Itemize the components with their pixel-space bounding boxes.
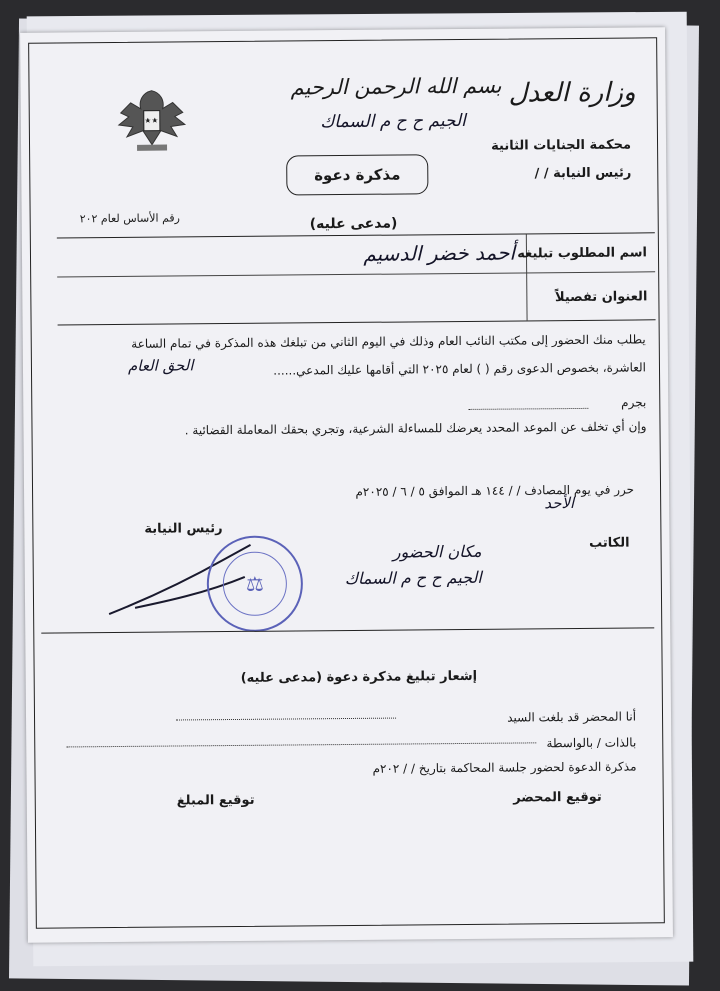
name-label: اسم المطلوب تبليغه bbox=[517, 245, 648, 262]
official-stamp bbox=[206, 535, 303, 632]
bailiff-line: أنا المحضر قد بلغت السيد bbox=[507, 709, 637, 725]
plaintiff-handwritten: الحق العام bbox=[127, 356, 194, 375]
state-emblem-icon bbox=[113, 86, 192, 157]
head-of-prosecution-label: رئيس النيابة bbox=[144, 521, 223, 537]
ministry-header: وزارة العدل bbox=[508, 77, 636, 109]
party-type: (مدعى عليه) bbox=[309, 215, 398, 233]
recipient-table bbox=[57, 232, 656, 325]
charge-blank bbox=[468, 398, 588, 410]
summons-text-line-1: يطلب منك الحضور إلى مكتب النائب العام وذلك في اليوم الثاني من تبلغك هذه المذكرة في تمام الساعة bbox=[131, 332, 646, 351]
notice-title: إشعار تبليغ مذكرة دعوة (مدعى عليه) bbox=[240, 668, 478, 686]
dating-line: حرر في يوم المصادف / / ١٤٤ هـ الموافق ٥ / ٦ / ٢٠٢٥م bbox=[355, 482, 635, 499]
summons-text-line-2: العاشرة، بخصوص الدعوى رقم ( ) لعام ٢٠٢٥ التي أقامها عليك المدعي...... bbox=[273, 360, 647, 378]
scales-icon: ⚖ bbox=[223, 552, 288, 617]
charge-label: بجرم bbox=[621, 395, 647, 410]
document-title: مذكرة دعوة bbox=[286, 154, 428, 195]
day-handwritten: الأحد bbox=[544, 494, 575, 513]
clerk-label: الكاتب bbox=[589, 535, 630, 551]
head-of-prosecution-ref: رئيس النيابة / / bbox=[534, 165, 632, 182]
bailiff-signature-label: توقيع المحضر bbox=[513, 789, 602, 806]
notified-signature-label: توقيع المبلغ bbox=[176, 792, 255, 809]
delivery-method-line: بالذات / بالواسطة bbox=[546, 735, 637, 751]
basmala: بسم الله الرحمن الرحيم bbox=[290, 73, 502, 100]
clerk-handwritten-note: مكان الحضور الجيم ح ح م السماك bbox=[344, 541, 482, 589]
address-handwritten: الجيم ح ح م السماك bbox=[320, 110, 466, 133]
summons-document bbox=[20, 27, 673, 943]
case-number-line: رقم الأساس لعام ٢٠٢ bbox=[79, 211, 180, 226]
warning-text: وإن أي تخلف عن الموعد المحدد يعرضك للمساءلة الشرعية، وتجري بحقك المعاملة القضائية . bbox=[184, 419, 647, 438]
court-name: محكمة الجنايات الثانية bbox=[491, 137, 632, 154]
recipient-name-handwritten: أحمد خضر الدسيم bbox=[363, 240, 516, 266]
session-date-line: مذكرة الدعوة لحضور جلسة المحاكمة بتاريخ / / ٢٠٢م bbox=[372, 759, 637, 776]
address-label: العنوان تفصيلاً bbox=[554, 289, 648, 306]
